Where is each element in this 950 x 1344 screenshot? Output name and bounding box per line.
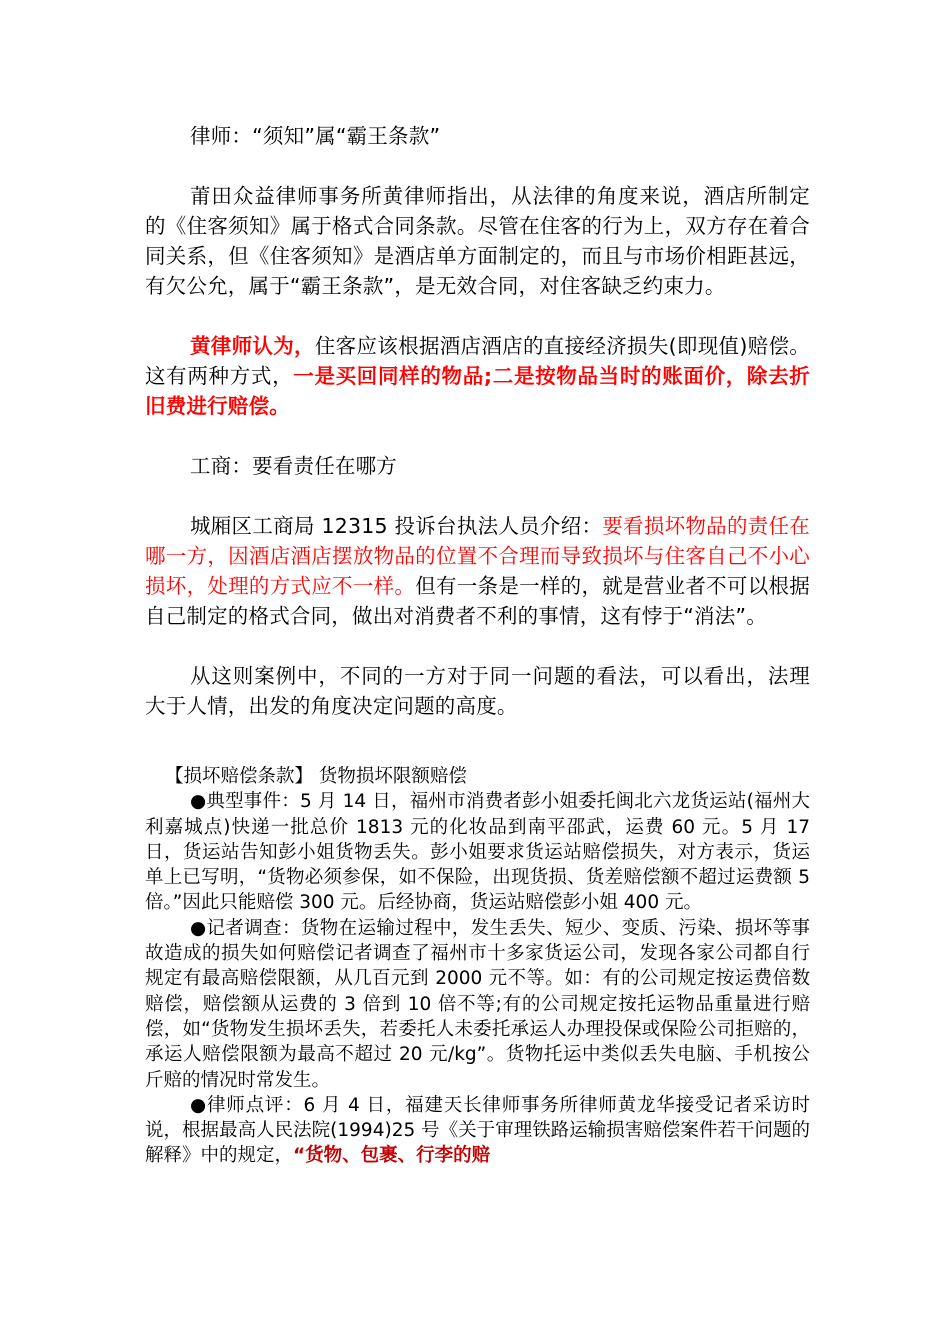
clause-section [145, 764, 810, 1169]
text-lawyer-comment: ●律师点评：6 月 4 日，福建天长律师事务所律师黄龙华接受记者采访时说，根据最高人民法院(1994)25 号《关于审理铁路运输损害赔偿案件若干问题的解释》中的规定， [145, 1094, 810, 1167]
subheading-lawyer: 律师：“须知”属“霸王条款” [190, 124, 441, 148]
text-bureau-intro: 城厢区工商局 12315 投诉台执法人员介绍： [190, 514, 603, 538]
article-section [145, 121, 810, 751]
paragraph-compensation-methods [145, 331, 810, 421]
highlight-responsibility: 要看损坏物品的责任在哪一方，因酒店酒店摆放物品的位置不合理而导致损坏与住客自己不小心损坏，处理的方式应不一样。 [145, 514, 810, 598]
paragraph-reporter-survey: ●记者调查：货物在运输过程中，发生丢失、短少、变质、污染、损坏等事故造成的损失如何赔偿记者调查了福州市十多家货运公司，发现各家公司都自行规定有最高赔偿限额，从几百元到 2000 元不等。如：有的公司规定按运费倍数赔偿，赔偿额从运费的 3 倍到 10 倍不等;有的公司规定按托运物品重量进行赔偿，如“货物发生损坏丢失，若委托人未委托承运人办理投保或保险公司拒赔的，承运人赔偿限额为最高不超过 20 元/kg”。货物托运中类似丢失电脑、手机按公斤赔的情况时常发生。 [145, 917, 810, 1091]
clause-heading: 【损坏赔偿条款】 货物损坏限额赔偿 [165, 766, 467, 787]
highlight-regulation-quote: “货物、包裹、行李的赔 [293, 1145, 491, 1167]
paragraph-lawyer-comment [145, 1093, 810, 1169]
text-consumer-law: 但有一条是一样的，就是营业者不可以根据自己制定的格式合同，做出对消费者不利的事情，这有悖于“消法”。 [145, 574, 810, 628]
text-compensation-basis: 住客应该根据酒店酒店的直接经济损失(即现值)赔偿。这有两种方式， [145, 334, 810, 388]
highlight-lawyer-view: 黄律师认为， [190, 334, 315, 358]
subheading-commerce: 工商：要看责任在哪方 [190, 454, 397, 478]
paragraph-typical-case: ●典型事件：5 月 14 日，福州市消费者彭小姐委托闽北六龙货运站(福州大利嘉城点)快递一批总价 1813 元的化妆品到南平邵武，运费 60 元。5 月 17 日，货运站告知彭小姐货物丢失。彭小姐要求货运站赔偿损失，对方表示，货运单上已写明，“货物必须参保，如不保险，出现货损、货差赔偿额不超过运费额 5 倍。”因此只能赔偿 300 元。后经协商，货运站赔偿彭小姐 400 元。 [145, 791, 810, 914]
paragraph-conclusion: 从这则案例中，不同的一方对于同一问题的看法，可以看出，法理大于人情，出发的角度决定问题的高度。 [145, 664, 810, 718]
highlight-two-methods: 一是买回同样的物品;二是按物品当时的账面价，除去折旧费进行赔偿。 [145, 364, 810, 418]
paragraph-lawyer-opinion: 莆田众益律师事务所黄律师指出，从法律的角度来说，酒店所制定的《住客须知》属于格式合同条款。尽管在住客的行为上，双方存在着合同关系，但《住客须知》是酒店单方面制定的，而且与市场价相距甚远，有欠公允，属于“霸王条款”，是无效合同，对住客缺乏约束力。 [145, 184, 810, 298]
paragraph-commerce-bureau [145, 511, 810, 631]
